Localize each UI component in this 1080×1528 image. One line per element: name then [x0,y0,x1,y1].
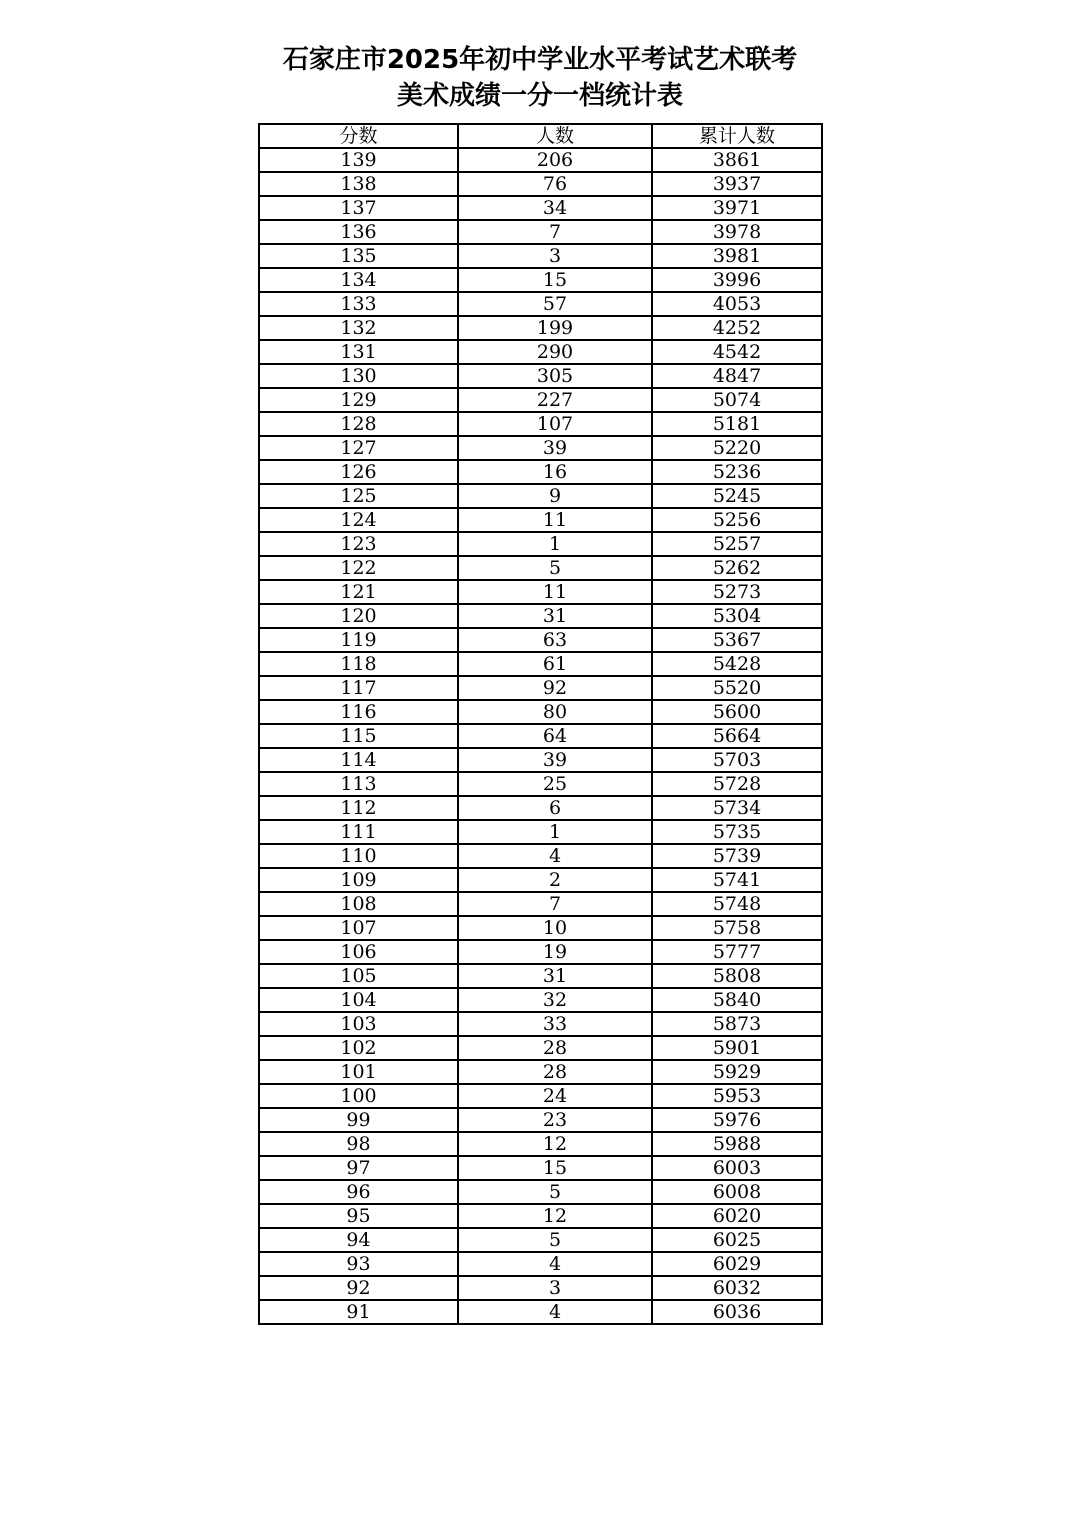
cumulative-cell: 4252 [652,316,822,340]
cumulative-cell: 5664 [652,724,822,748]
score-cell: 138 [259,172,458,196]
cumulative-cell: 6008 [652,1180,822,1204]
count-cell: 31 [458,604,652,628]
cumulative-cell: 5245 [652,484,822,508]
score-cell: 123 [259,532,458,556]
score-cell: 130 [259,364,458,388]
table-row [259,748,822,772]
score-cell: 103 [259,1012,458,1036]
count-cell: 5 [458,1180,652,1204]
count-cell: 31 [458,964,652,988]
table-row [259,628,822,652]
score-cell: 106 [259,940,458,964]
cumulative-cell: 5428 [652,652,822,676]
cumulative-cell: 5728 [652,772,822,796]
cumulative-cell: 5367 [652,628,822,652]
count-cell: 19 [458,940,652,964]
score-distribution-table [258,123,823,1325]
count-cell: 2 [458,868,652,892]
score-cell: 136 [259,220,458,244]
score-cell: 92 [259,1276,458,1300]
count-cell: 5 [458,1228,652,1252]
cumulative-cell: 5256 [652,508,822,532]
cumulative-cell: 3971 [652,196,822,220]
count-cell: 4 [458,844,652,868]
score-cell: 112 [259,796,458,820]
cumulative-cell: 5758 [652,916,822,940]
table-row [259,892,822,916]
cumulative-cell: 5777 [652,940,822,964]
table-body [259,148,822,1324]
table-row [259,484,822,508]
cumulative-cell: 5257 [652,532,822,556]
cumulative-cell: 3861 [652,148,822,172]
count-cell: 28 [458,1036,652,1060]
score-cell: 131 [259,340,458,364]
count-cell: 34 [458,196,652,220]
count-cell: 305 [458,364,652,388]
cumulative-cell: 6025 [652,1228,822,1252]
score-cell: 98 [259,1132,458,1156]
score-cell: 116 [259,700,458,724]
score-cell: 95 [259,1204,458,1228]
table-row [259,388,822,412]
table-row [259,676,822,700]
table-row [259,604,822,628]
table-row [259,148,822,172]
cumulative-cell: 5840 [652,988,822,1012]
score-cell: 132 [259,316,458,340]
cumulative-cell: 5181 [652,412,822,436]
table-row [259,196,822,220]
table-row [259,1300,822,1324]
table-row [259,1228,822,1252]
cumulative-cell: 5808 [652,964,822,988]
table-row [259,796,822,820]
score-cell: 121 [259,580,458,604]
column-header-score: 分数 [259,124,458,148]
table-row [259,1036,822,1060]
cumulative-cell: 4053 [652,292,822,316]
count-cell: 3 [458,1276,652,1300]
cumulative-cell: 5735 [652,820,822,844]
score-cell: 129 [259,388,458,412]
count-cell: 39 [458,436,652,460]
cumulative-cell: 5873 [652,1012,822,1036]
count-cell: 24 [458,1084,652,1108]
table-row [259,772,822,796]
cumulative-cell: 3937 [652,172,822,196]
table-row [259,844,822,868]
score-cell: 102 [259,1036,458,1060]
cumulative-cell: 5304 [652,604,822,628]
score-cell: 114 [259,748,458,772]
table-row [259,268,822,292]
cumulative-cell: 6036 [652,1300,822,1324]
cumulative-cell: 5703 [652,748,822,772]
score-cell: 104 [259,988,458,1012]
cumulative-cell: 5236 [652,460,822,484]
page-title: 石家庄市2025年初中学业水平考试艺术联考 [282,45,798,75]
table-row [259,700,822,724]
table-row [259,580,822,604]
table-row [259,1132,822,1156]
score-cell: 107 [259,916,458,940]
table-row [259,412,822,436]
count-cell: 7 [458,892,652,916]
cumulative-cell: 5074 [652,388,822,412]
cumulative-cell: 5262 [652,556,822,580]
score-cell: 110 [259,844,458,868]
count-cell: 80 [458,700,652,724]
count-cell: 1 [458,820,652,844]
table-row [259,940,822,964]
count-cell: 290 [458,340,652,364]
count-cell: 92 [458,676,652,700]
table-row [259,1204,822,1228]
table-row [259,916,822,940]
count-cell: 7 [458,220,652,244]
count-cell: 25 [458,772,652,796]
table-row [259,1156,822,1180]
count-cell: 11 [458,508,652,532]
cumulative-cell: 6020 [652,1204,822,1228]
count-cell: 32 [458,988,652,1012]
score-cell: 124 [259,508,458,532]
count-cell: 16 [458,460,652,484]
table-row [259,964,822,988]
table-header-row [259,124,822,148]
cumulative-cell: 5273 [652,580,822,604]
count-cell: 28 [458,1060,652,1084]
cumulative-cell: 4542 [652,340,822,364]
cumulative-cell: 4847 [652,364,822,388]
count-cell: 33 [458,1012,652,1036]
table-row [259,532,822,556]
score-cell: 101 [259,1060,458,1084]
table-row [259,868,822,892]
count-cell: 15 [458,268,652,292]
cumulative-cell: 5520 [652,676,822,700]
score-cell: 111 [259,820,458,844]
count-cell: 9 [458,484,652,508]
table-row [259,1012,822,1036]
score-cell: 133 [259,292,458,316]
cumulative-cell: 6003 [652,1156,822,1180]
count-cell: 11 [458,580,652,604]
table-row [259,1108,822,1132]
score-cell: 96 [259,1180,458,1204]
count-cell: 107 [458,412,652,436]
table-row [259,316,822,340]
score-cell: 117 [259,676,458,700]
score-cell: 127 [259,436,458,460]
count-cell: 3 [458,244,652,268]
cumulative-cell: 5734 [652,796,822,820]
score-cell: 115 [259,724,458,748]
table-row [259,820,822,844]
table-row [259,1276,822,1300]
count-cell: 6 [458,796,652,820]
cumulative-cell: 5220 [652,436,822,460]
table-row [259,1084,822,1108]
score-cell: 94 [259,1228,458,1252]
cumulative-cell: 5739 [652,844,822,868]
cumulative-cell: 5988 [652,1132,822,1156]
count-cell: 23 [458,1108,652,1132]
score-cell: 118 [259,652,458,676]
count-cell: 57 [458,292,652,316]
count-cell: 5 [458,556,652,580]
table-row [259,724,822,748]
count-cell: 12 [458,1204,652,1228]
count-cell: 63 [458,628,652,652]
table-row [259,556,822,580]
score-cell: 134 [259,268,458,292]
score-cell: 120 [259,604,458,628]
column-header-cumulative: 累计人数 [652,124,822,148]
table-row [259,292,822,316]
cumulative-cell: 6032 [652,1276,822,1300]
cumulative-cell: 3981 [652,244,822,268]
score-cell: 108 [259,892,458,916]
score-cell: 139 [259,148,458,172]
table-row [259,460,822,484]
cumulative-cell: 5741 [652,868,822,892]
table-row [259,652,822,676]
count-cell: 76 [458,172,652,196]
count-cell: 61 [458,652,652,676]
score-cell: 91 [259,1300,458,1324]
cumulative-cell: 3978 [652,220,822,244]
table-row [259,1060,822,1084]
cumulative-cell: 3996 [652,268,822,292]
cumulative-cell: 5901 [652,1036,822,1060]
count-cell: 12 [458,1132,652,1156]
table-row [259,436,822,460]
table-row [259,340,822,364]
score-cell: 93 [259,1252,458,1276]
score-cell: 97 [259,1156,458,1180]
score-cell: 99 [259,1108,458,1132]
cumulative-cell: 5929 [652,1060,822,1084]
count-cell: 4 [458,1252,652,1276]
cumulative-cell: 5976 [652,1108,822,1132]
count-cell: 15 [458,1156,652,1180]
count-cell: 10 [458,916,652,940]
count-cell: 206 [458,148,652,172]
score-cell: 100 [259,1084,458,1108]
table-row [259,244,822,268]
table-row [259,172,822,196]
table-row [259,508,822,532]
score-cell: 125 [259,484,458,508]
count-cell: 4 [458,1300,652,1324]
score-cell: 122 [259,556,458,580]
count-cell: 1 [458,532,652,556]
count-cell: 39 [458,748,652,772]
score-cell: 113 [259,772,458,796]
score-cell: 128 [259,412,458,436]
count-cell: 227 [458,388,652,412]
count-cell: 64 [458,724,652,748]
score-cell: 126 [259,460,458,484]
table-row [259,988,822,1012]
score-cell: 137 [259,196,458,220]
column-header-count: 人数 [458,124,652,148]
table-row [259,220,822,244]
score-cell: 135 [259,244,458,268]
cumulative-cell: 5748 [652,892,822,916]
score-cell: 105 [259,964,458,988]
table-row [259,1180,822,1204]
table-row [259,364,822,388]
table-row [259,1252,822,1276]
cumulative-cell: 5600 [652,700,822,724]
count-cell: 199 [458,316,652,340]
cumulative-cell: 5953 [652,1084,822,1108]
score-cell: 119 [259,628,458,652]
score-cell: 109 [259,868,458,892]
page-subtitle: 美术成绩一分一档统计表 [396,81,683,111]
cumulative-cell: 6029 [652,1252,822,1276]
